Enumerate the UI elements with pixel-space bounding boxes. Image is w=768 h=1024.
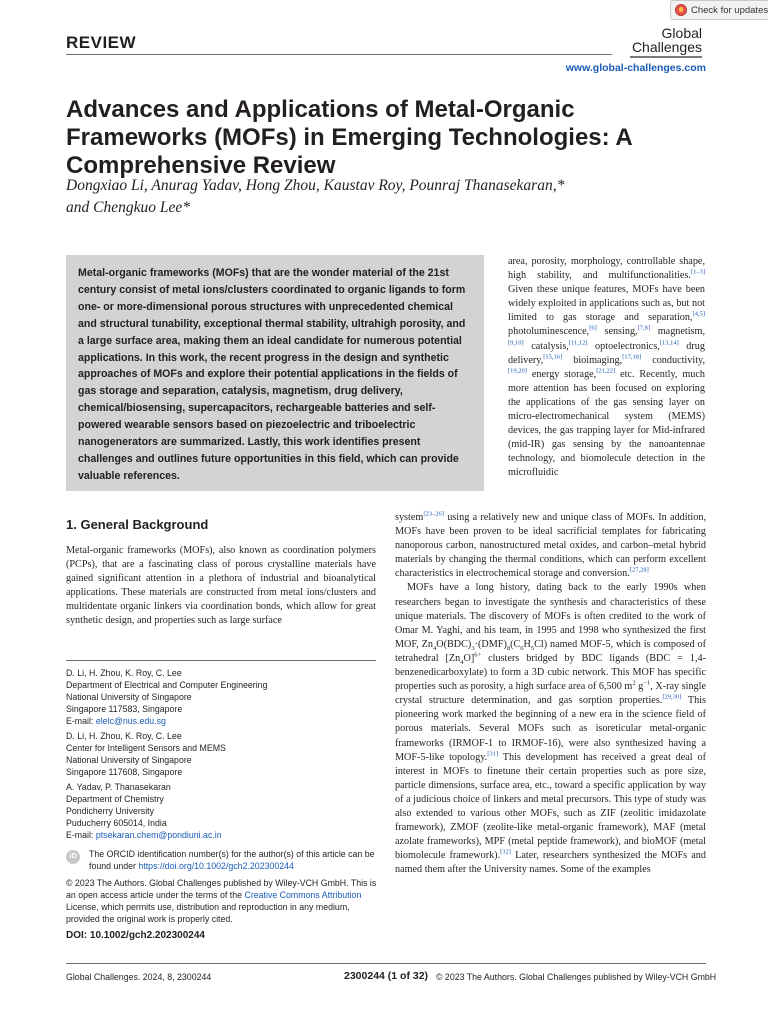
- header-rule: [66, 54, 612, 55]
- affiliation-1-address: Singapore 117583, Singapore: [66, 704, 183, 714]
- author-list: [66, 175, 706, 219]
- body-text-right-top: area, porosity, morphology, controllable shape, high stability, and multifunctionalities.[1–3] Given these unique features, MOFs have been widely exploited in applications such as, but not limited to gas storage and separation,[4,5] photoluminescence,[6] sensing,[7,8] magnetism,[9,10] catalysis,[11,12] optoelectronics,[13,14] drug delivery,[15,16] bioimaging,[17,18] conductivity,[19,20] energy storage,[21,22] etc. Recently, much more attention has been focused on exploring the applications of the gas sensing layer on micro-electromechanical system (MEMS) devices, the gas trapping layer for Mid-infrared (mid-IR) gas sensing by the nanoantennae technology, and biomolecule detection in the microfluidic: [508, 256, 705, 479]
- affiliation-rule: [66, 660, 376, 661]
- journal-logo-line2: Challenges: [631, 39, 702, 55]
- footer-rule: [66, 963, 706, 964]
- email-label: E-mail:: [66, 830, 96, 840]
- affiliation-3-email-row: [66, 829, 386, 841]
- body-text-left: [66, 544, 376, 629]
- email-label: E-mail:: [66, 716, 96, 726]
- article-title: Advances and Applications of Metal-Organic Frameworks (MOFs) in Emerging Technologies: A Comprehensive Review: [66, 96, 632, 179]
- journal-logo-underline: [630, 56, 702, 58]
- affiliation-3-dept: Department of Chemistry: [66, 794, 164, 804]
- journal-logo-line1: Global: [661, 25, 702, 41]
- affiliation-1-email-row: [66, 715, 386, 727]
- license-text-2: License, which permits use, distribution and reproduction in any medium, provided the original work is properly cited.: [66, 902, 350, 924]
- affiliation-1-names: D. Li, H. Zhou, K. Roy, C. Lee: [66, 668, 182, 678]
- affiliation-2-univ: National University of Singapore: [66, 755, 192, 765]
- journal-url-link[interactable]: www.global-challenges.com: [565, 62, 706, 74]
- affiliation-1-dept: Department of Electrical and Computer Engineering: [66, 680, 268, 690]
- body-text-right: system[23–26] using a relatively new and unique class of MOFs. In addition, MOFs have been proven to be ideal sacrificial templates for fabricating nanoporous carbon, nanostructured metal oxides, and carbon–metal hybrid materials by changing the thermal conditions, which can perform excellent characteristics in electrochemical storage and conversion.[27,28] MOFs have a long history, dating back to the early 1990s when researchers began to investigate the synthesis and characteristics of these unique materials. The discovery of MOFs is often credited to the work of Omar M. Yaghi, and his team, in 1995 and 1998 who synthesized the first MOF, $Zn_4O(BDC)_3\cdot(DMF)_8(C_6H_5Cl)$ named MOF-5, which is composed of tetrahedral $[Zn_4O]^{6+}$ clusters bridged by BDC ligands (BDC = 1,4-benzenedicarboxylate) to form a 3D cubic network. This MOF has specific properties such as porosity, a high surface area of 6,500 $m^2$ $g^{-1}$, X-ray single crystal structure determination, and gas sorption properties.[29,30] This pioneering work marked the beginning of a new era in the science field of porous materials. Several MOFs such as isoreticular metal-organic frameworks (IRMOF-1 to IRMOF-16), were also synthesized having a MOF-5-like topology.[31] This development has received a great deal of interest in MOFs to finetune their certain properties such as pore size, particle dimensions, surface area, etc., toward a specific application by way of a judicious choice of linkers and metal precursors. This type of study was also extended to various other MOFs, such as ZIF (zeolitic imidazolate framework), ZMOF (zeolite-like metal-organic framework), MAF (metal azolate frameworks), MPF (metal peptide framework), and bioMOF (metal biomolecule framework).[32] Later, researchers synthesized the MOFs and named them after the University names. Some of the examples: [395, 510, 707, 876]
- section-heading: 1. General Background: [66, 517, 209, 532]
- doi-line: DOI: 10.1002/gch2.202300244: [66, 930, 205, 941]
- affiliation-2-dept: Center for Intelligent Sensors and MEMS: [66, 743, 226, 753]
- crossmark-icon: [675, 4, 687, 16]
- email-link[interactable]: elelc@nus.edu.sg: [95, 716, 166, 726]
- orcid-link[interactable]: https://doi.org/10.1002/gch2.202300244: [138, 861, 294, 871]
- affiliation-3-address: Puducherry 605014, India: [66, 818, 167, 828]
- license-text-1: © 2023 The Authors. Global Challenges published by Wiley-VCH GmbH. This is an open access article under the terms of the: [66, 878, 377, 900]
- orcid-text: [89, 848, 384, 872]
- affiliation-3-univ: Pondicherry University: [66, 806, 154, 816]
- journal-logo: [620, 26, 702, 58]
- authors-line-2: and Chengkuo Lee*: [66, 199, 190, 216]
- check-for-updates-label: Check for updates: [691, 4, 768, 16]
- orcid-text-body: The ORCID identification number(s) for the author(s) of this article can be found under: [89, 849, 375, 871]
- affiliation-3-names: A. Yadav, P. Thanasekaran: [66, 782, 171, 792]
- affiliation-2-names: D. Li, H. Zhou, K. Roy, C. Lee: [66, 731, 182, 741]
- affiliation-1-univ: National University of Singapore: [66, 692, 192, 702]
- authors-line-1: Dongxiao Li, Anurag Yadav, Hong Zhou, Kaustav Roy, Pounraj Thanasekaran,*: [66, 177, 565, 194]
- intro-paragraph: Metal-organic frameworks (MOFs), also known as coordination polymers (PCPs), that are a fascinating class of porous crystalline materials have gained significant attention in a plethora of industrial and bioanalytical applications. These materials are constructed from metal ions/clusters and multidentate organic linkers via coordination bonds, which allow for great synthetic design, and properties such as large surface: [66, 545, 376, 627]
- license-note: [66, 877, 384, 925]
- affiliations: [66, 667, 386, 841]
- check-for-updates-button[interactable]: [670, 0, 768, 20]
- abstract-box: [66, 255, 484, 491]
- email-link[interactable]: ptsekaran.chem@pondiuni.ac.in: [95, 830, 222, 840]
- abstract-text: Metal-organic frameworks (MOFs) that are the wonder material of the 21st century consist of metal ions/clusters coordinated to organic ligands to form one- or more-dimensional porous structures with unprecedented chemical and structural tunability, exceptional thermal stability, ultrahigh porosity, and a large surface area, making them an ideal candidate for numerous potential applications. In this work, the recent progress in the design and synthetic approaches of MOFs and explore their potential applications in the fields of gas storage and separation, catalysis, magnetism, drug delivery, chemical/biosensing, supercapacitors, rechargeable batteries and self-powered wearable sensors based on piezoelectric and triboelectric nanogenerators are summarized. Lastly, this work identifies present challenges and outlines future opportunities in this field, which can provide valuable references.: [78, 267, 466, 482]
- orcid-icon: iD: [66, 850, 80, 864]
- footer-citation: Global Challenges. 2024, 8, 2300244: [66, 972, 212, 982]
- section-tag: REVIEW: [66, 33, 137, 52]
- affiliation-2-address: Singapore 117608, Singapore: [66, 767, 183, 777]
- footer-copyright: © 2023 The Authors. Global Challenges published by Wiley-VCH GmbH: [436, 972, 717, 982]
- creative-commons-link[interactable]: Creative Commons Attribution: [244, 890, 362, 900]
- footer-page-number: 2300244 (1 of 32): [344, 970, 429, 982]
